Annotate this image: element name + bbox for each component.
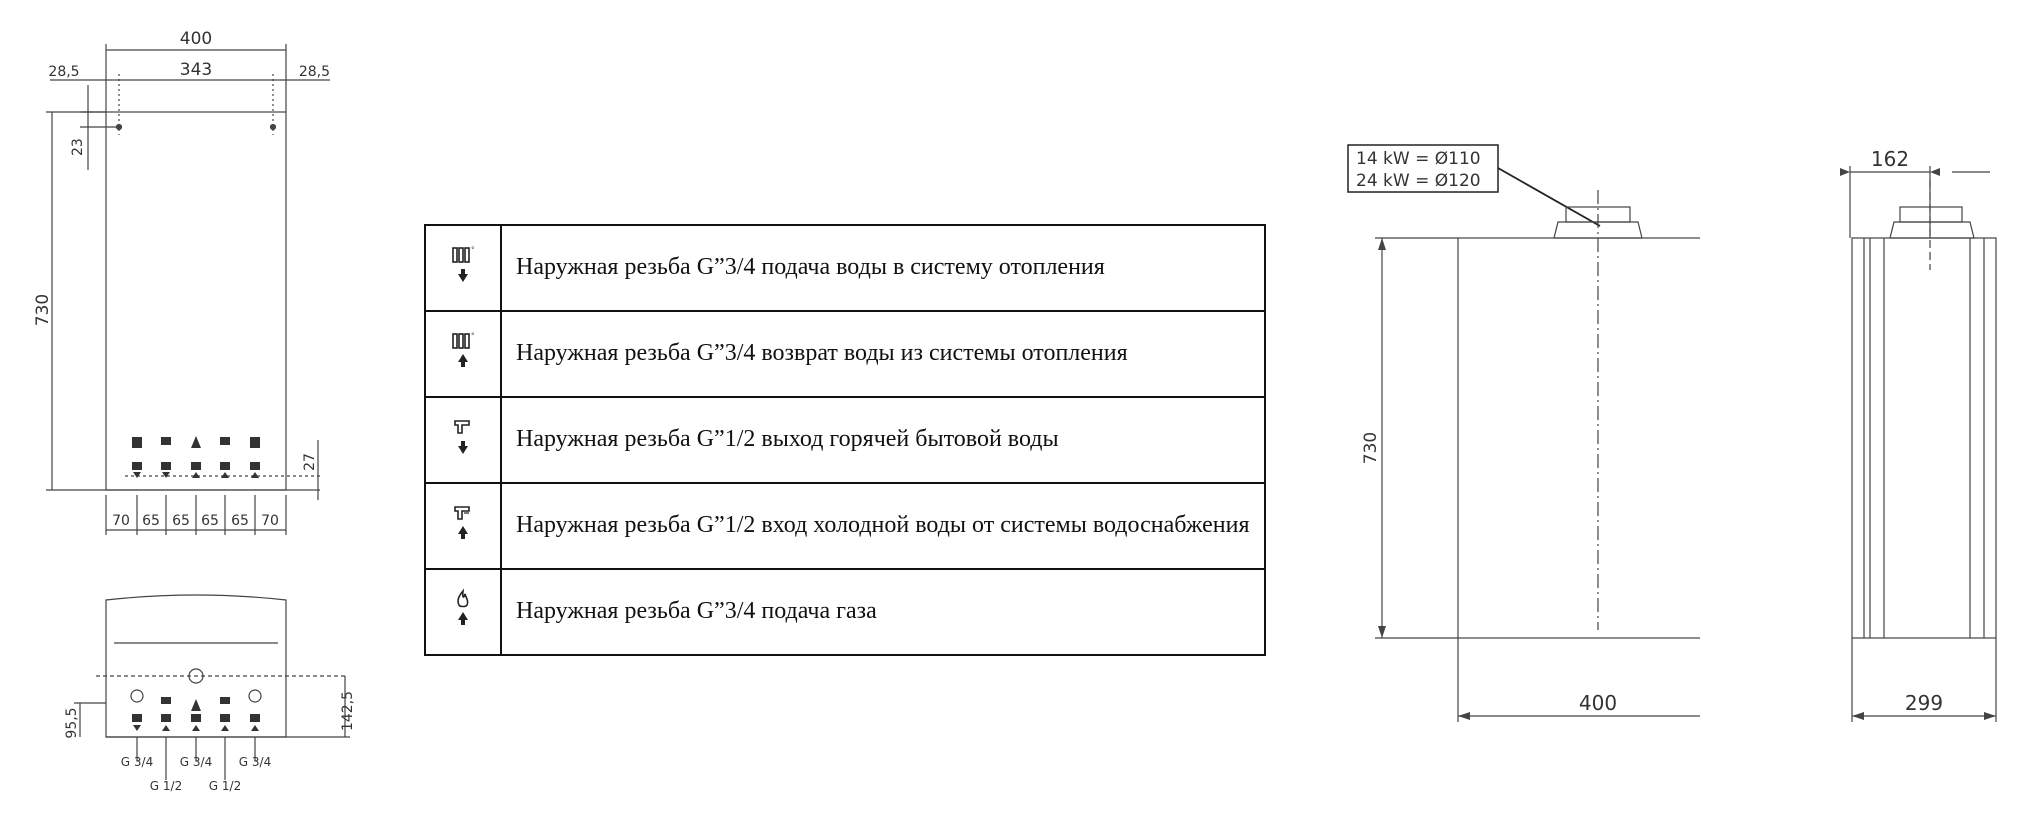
spacing-label: 65 <box>142 513 160 529</box>
hot-tap-icon <box>450 416 476 460</box>
bottom-drawing <box>0 565 370 815</box>
legend-row <box>425 569 1265 655</box>
front-height-label: 730 <box>1361 431 1381 465</box>
front-width-label: 400 <box>1578 691 1618 715</box>
svg-text:°: ° <box>471 246 475 254</box>
radiator-out-icon <box>450 244 476 288</box>
radiator-in-icon <box>450 330 476 374</box>
flue-line: 24 kW = Ø120 <box>1356 171 1481 191</box>
height-label: 730 <box>33 293 53 327</box>
right-offset-label: 28,5 <box>298 64 330 80</box>
spacing-label: 70 <box>261 513 279 529</box>
cold-tap-icon <box>450 502 476 546</box>
spacing-label: 65 <box>201 513 219 529</box>
legend-table <box>424 224 1266 656</box>
legend-icon-cell <box>425 225 501 311</box>
left-offset-label: 28,5 <box>48 64 80 80</box>
legend-row <box>425 311 1265 397</box>
legend-text: Наружная резьба G”3/4 возврат воды из системы отопления <box>501 311 1265 397</box>
side-drawing <box>1770 130 2030 745</box>
right-height-label: 142,5 <box>340 690 356 732</box>
connection-label: G 1/2 <box>149 779 183 793</box>
flue-line: 14 kW = Ø110 <box>1356 149 1481 169</box>
connection-label: G 3/4 <box>120 755 154 769</box>
bottom-offset-label: 27 <box>302 453 318 471</box>
gas-flame-icon <box>450 588 476 632</box>
legend-row <box>425 397 1265 483</box>
front-drawing <box>1330 130 1700 745</box>
connection-label: G 3/4 <box>238 755 272 769</box>
legend-icon-cell <box>425 569 501 655</box>
top-width-label: 162 <box>1870 147 1910 171</box>
top-offset-label: 23 <box>70 138 86 156</box>
legend-text: Наружная резьба G”1/2 выход горячей бытовой воды <box>501 397 1265 483</box>
svg-text:°: ° <box>471 332 475 340</box>
left-drawing <box>0 0 330 545</box>
legend-icon-cell <box>425 397 501 483</box>
connection-label: G 3/4 <box>179 755 213 769</box>
spacing-label: 65 <box>172 513 190 529</box>
left-height-label: 95,5 <box>64 707 80 739</box>
legend-row <box>425 225 1265 311</box>
overall-width-label: 400 <box>179 29 213 49</box>
inner-width-label: 343 <box>179 60 213 80</box>
spacing-label: 65 <box>231 513 249 529</box>
legend-icon-cell <box>425 311 501 397</box>
legend-row <box>425 483 1265 569</box>
connection-label: G 1/2 <box>208 779 242 793</box>
depth-label: 299 <box>1904 691 1944 715</box>
legend-icon-cell <box>425 483 501 569</box>
legend-text: Наружная резьба G”3/4 подача воды в систему отопления <box>501 225 1265 311</box>
legend-text: Наружная резьба G”3/4 подача газа <box>501 569 1265 655</box>
spacing-label: 70 <box>112 513 130 529</box>
legend-text: Наружная резьба G”1/2 вход холодной воды от системы водоснабжения <box>501 483 1265 569</box>
